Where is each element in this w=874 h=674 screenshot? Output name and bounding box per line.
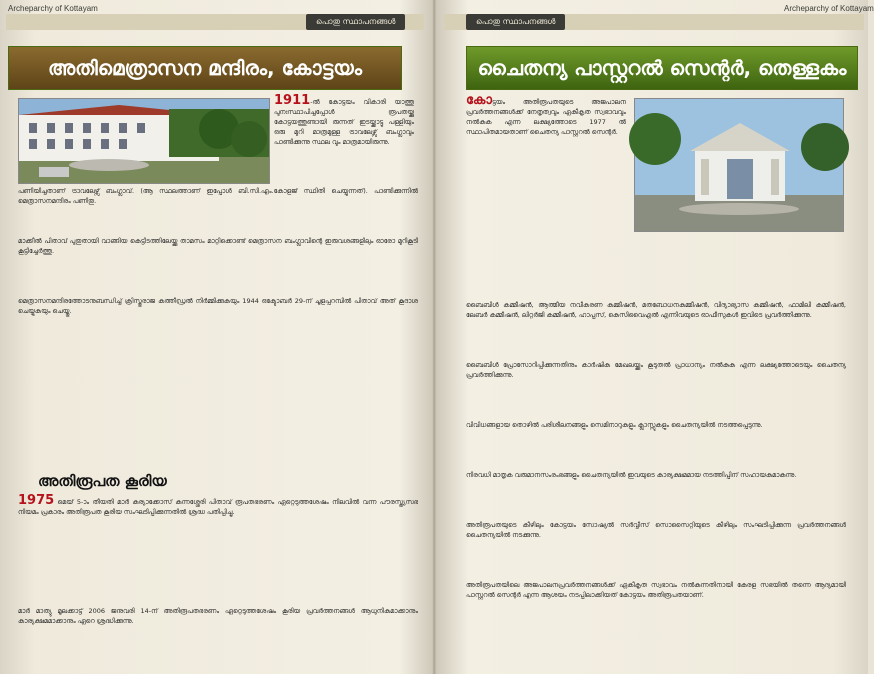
curia-year: 1975	[18, 493, 55, 508]
header-tag: പൊതു സ്ഥാപനങ്ങൾ	[466, 14, 565, 30]
paragraph-3: മെത്രാസനമന്ദിരത്തോടനുബന്ധിച്ച് ക്രിസ്തുരാജ കത്തീഡ്രൽ നിർമ്മിക്കുകയും 1944 ഒക്ടോബർ 29-ന് ചൂളപ്പറമ്പിൽ പിതാവ് അത് കൂദാശ ചെയ്യുകയും ചെയ്തു.	[18, 297, 418, 315]
brand-label: Archeparchy of Kottayam	[8, 4, 98, 13]
brand-label: Archeparchy of Kottayam	[784, 4, 874, 13]
paragraph-2: ബൈബിൾ പ്രോസോറിപ്പിക്കുന്നതിനും കാർഷിക മേഖലയ്ക്കും കൂടുതൽ പ്രാധാന്യം നൽകുക എന്ന ലക്ഷ്യത്തോടെയും ചൈതന്യ പ്രവർത്തിക്കുന്നു.	[466, 361, 846, 379]
curia-paragraph	[18, 493, 418, 592]
paragraph-6: അതിരൂപതയിലെ അജപാലനപ്രവർത്തനങ്ങൾക്ക് ഏകീകൃത സ്വഭാവം നൽകുന്നതിനായി കേരള സഭയിൽ തന്നെ ആദ്യമായി പാസ്റ്ററൽ സെന്റർ എന്ന ആശയം നടപ്പിലാക്കിയത് കോട്ടയം അതിരൂപതയാണ്.	[466, 581, 846, 599]
right-page	[444, 0, 874, 674]
curia-text: മെയ് 5-ാം തീയതി മാർ കുര്യാക്കോസ് കുന്നശ്ശേരി പിതാവ് രൂപതഭരണം ഏറ്റെടുത്തശേഷം നിലവിൽ വന്ന പൗരസ്ത്യസഭ നിയമം പ്രകാരം അതിരൂപത കൂരിയ സംഘടിപ്പിക്കുന്നതിൽ ശ്രദ്ധ പതിപ്പിച്ചു.	[18, 498, 418, 516]
section-title: അതിരൂപത കൂരിയ	[38, 472, 167, 490]
intro-year: 1911	[274, 93, 311, 108]
paragraph-2: മാക്കീൽ പിതാവ് പുതുതായി വാങ്ങിയ കെട്ടിടത്തിലേയ്ക്കു താമസം മാറ്റിക്കൊണ്ട് മെത്രാസന ബംഗ്ലാവിന്റെ ഇരുവശങ്ങളിലും ഓരോ മുറികൂടി കൂട്ടിച്ചേർത്തു.	[18, 237, 418, 255]
left-page	[6, 0, 426, 674]
paragraph-4: നിരവധി മാതൃക വരുമാനസംരംഭങ്ങളും ചൈതന്യയിൽ ഇവയുടെ കാര്യക്ഷമമായ നടത്തിപ്പിന് സഹായകമാകുന്നു.	[466, 471, 797, 479]
intro-text: ട്ടയം അതിരൂപതയുടെ അജപാലന പ്രവർത്തനങ്ങൾക്ക് നേതൃത്വവും ഏകീകൃത സ്വഭാവവും നൽകുക എന്ന ലക്ഷ്യത്തോടെ 1977 ൽ സ്ഥാപിതമായതാണ് ചൈതന്യ പാസ്റ്ററൽ സെന്റർ.	[466, 98, 626, 136]
page-title: അതിമെത്രാസന മന്ദിരം, കോട്ടയം	[8, 46, 402, 90]
drop-cap: കോ	[466, 93, 492, 108]
curia-paragraph-2: മാർ മാത്യു മൂലക്കാട്ട് 2006 ജനുവരി 14-ന് അതിരൂപതഭരണം ഏറ്റെടുത്തശേഷം കൂരിയ പ്രവർത്തനങ്ങൾ ആധുനികമാക്കാനും കാര്യക്ഷമമാക്കാനും ഏറെ ശ്രദ്ധിക്കുന്നു.	[18, 607, 418, 625]
intro-text: -ൽ കോട്ടയം വികാരി യാത്തു പുനഃസ്ഥാപിച്ചപ്പോൾ രൂപതയ്ക്കു കോട്ടയത്തുണ്ടായി രുന്നത് ഇടയ്ക്കാട്ടു പള്ളിയും ഒരു മുറി മാത്രമുള്ള ട്രാവലേഴ്സ് ബംഗ്ലാവും പാണ്ടിക്കുന്നു സ്ഥല വും മാത്രമായിരുന്നു.	[274, 98, 414, 146]
archbishops-house-photo	[18, 98, 270, 184]
page-title: ചൈതന്യ പാസ്റ്ററൽ സെന്റർ, തെള്ളകം	[466, 46, 858, 90]
paragraph-3: വിവിധങ്ങളായ തൊഴിൽ പരിശീലനങ്ങളും സെമിനാറുകളും ക്ലാസ്സുകളും ചൈതന്യയിൽ നടത്തപ്പെടുന്നു.	[466, 421, 763, 429]
paragraph-1: പണിയിച്ചതാണ് ട്രാവലേഴ്സ് ബംഗ്ലാവ്. (ആ സ്ഥലത്താണ് ഇപ്പോൾ ബി.സി.എം.കോളജ് സ്ഥിതി ചെയ്യുന്നത്). പാണ്ടിക്കുന്നിൽ മെത്രാസനമന്ദിരം പണിതു.	[18, 187, 418, 205]
intro-paragraph	[466, 93, 626, 292]
paragraph-1: ബൈബിൾ കമ്മീഷൻ, ആത്മീയ നവീകരണ കമ്മീഷൻ, മതബോധനകമ്മീഷൻ, വിദ്യാഭ്യാസ കമ്മീഷൻ, ഫാമിലി കമ്മീഷൻ, ലേബർ കമ്മീഷൻ, ലിറ്റർജി കമ്മീഷൻ, ഹാപ്പസ്, കെസിവൈഎൽ എന്നിവയുടെ ഓഫീസുകൾ ഇവിടെ പ്രവർത്തിക്കുന്നു.	[466, 301, 846, 319]
paragraph-5: അതിരൂപതയുടെ കീഴിലും കോട്ടയം സോഷ്യൽ സർവ്വീസ് സൊസൈറ്റിയുടെ കീഴിലും സംഘടിപ്പിക്കുന്ന പ്രവർത്തനങ്ങൾ ചൈതന്യയിൽ നടക്കുന്നു.	[466, 521, 846, 539]
header-tag: പൊതു സ്ഥാപനങ്ങൾ	[306, 14, 405, 30]
chaithanya-center-photo	[634, 98, 844, 232]
intro-paragraph	[274, 93, 414, 192]
